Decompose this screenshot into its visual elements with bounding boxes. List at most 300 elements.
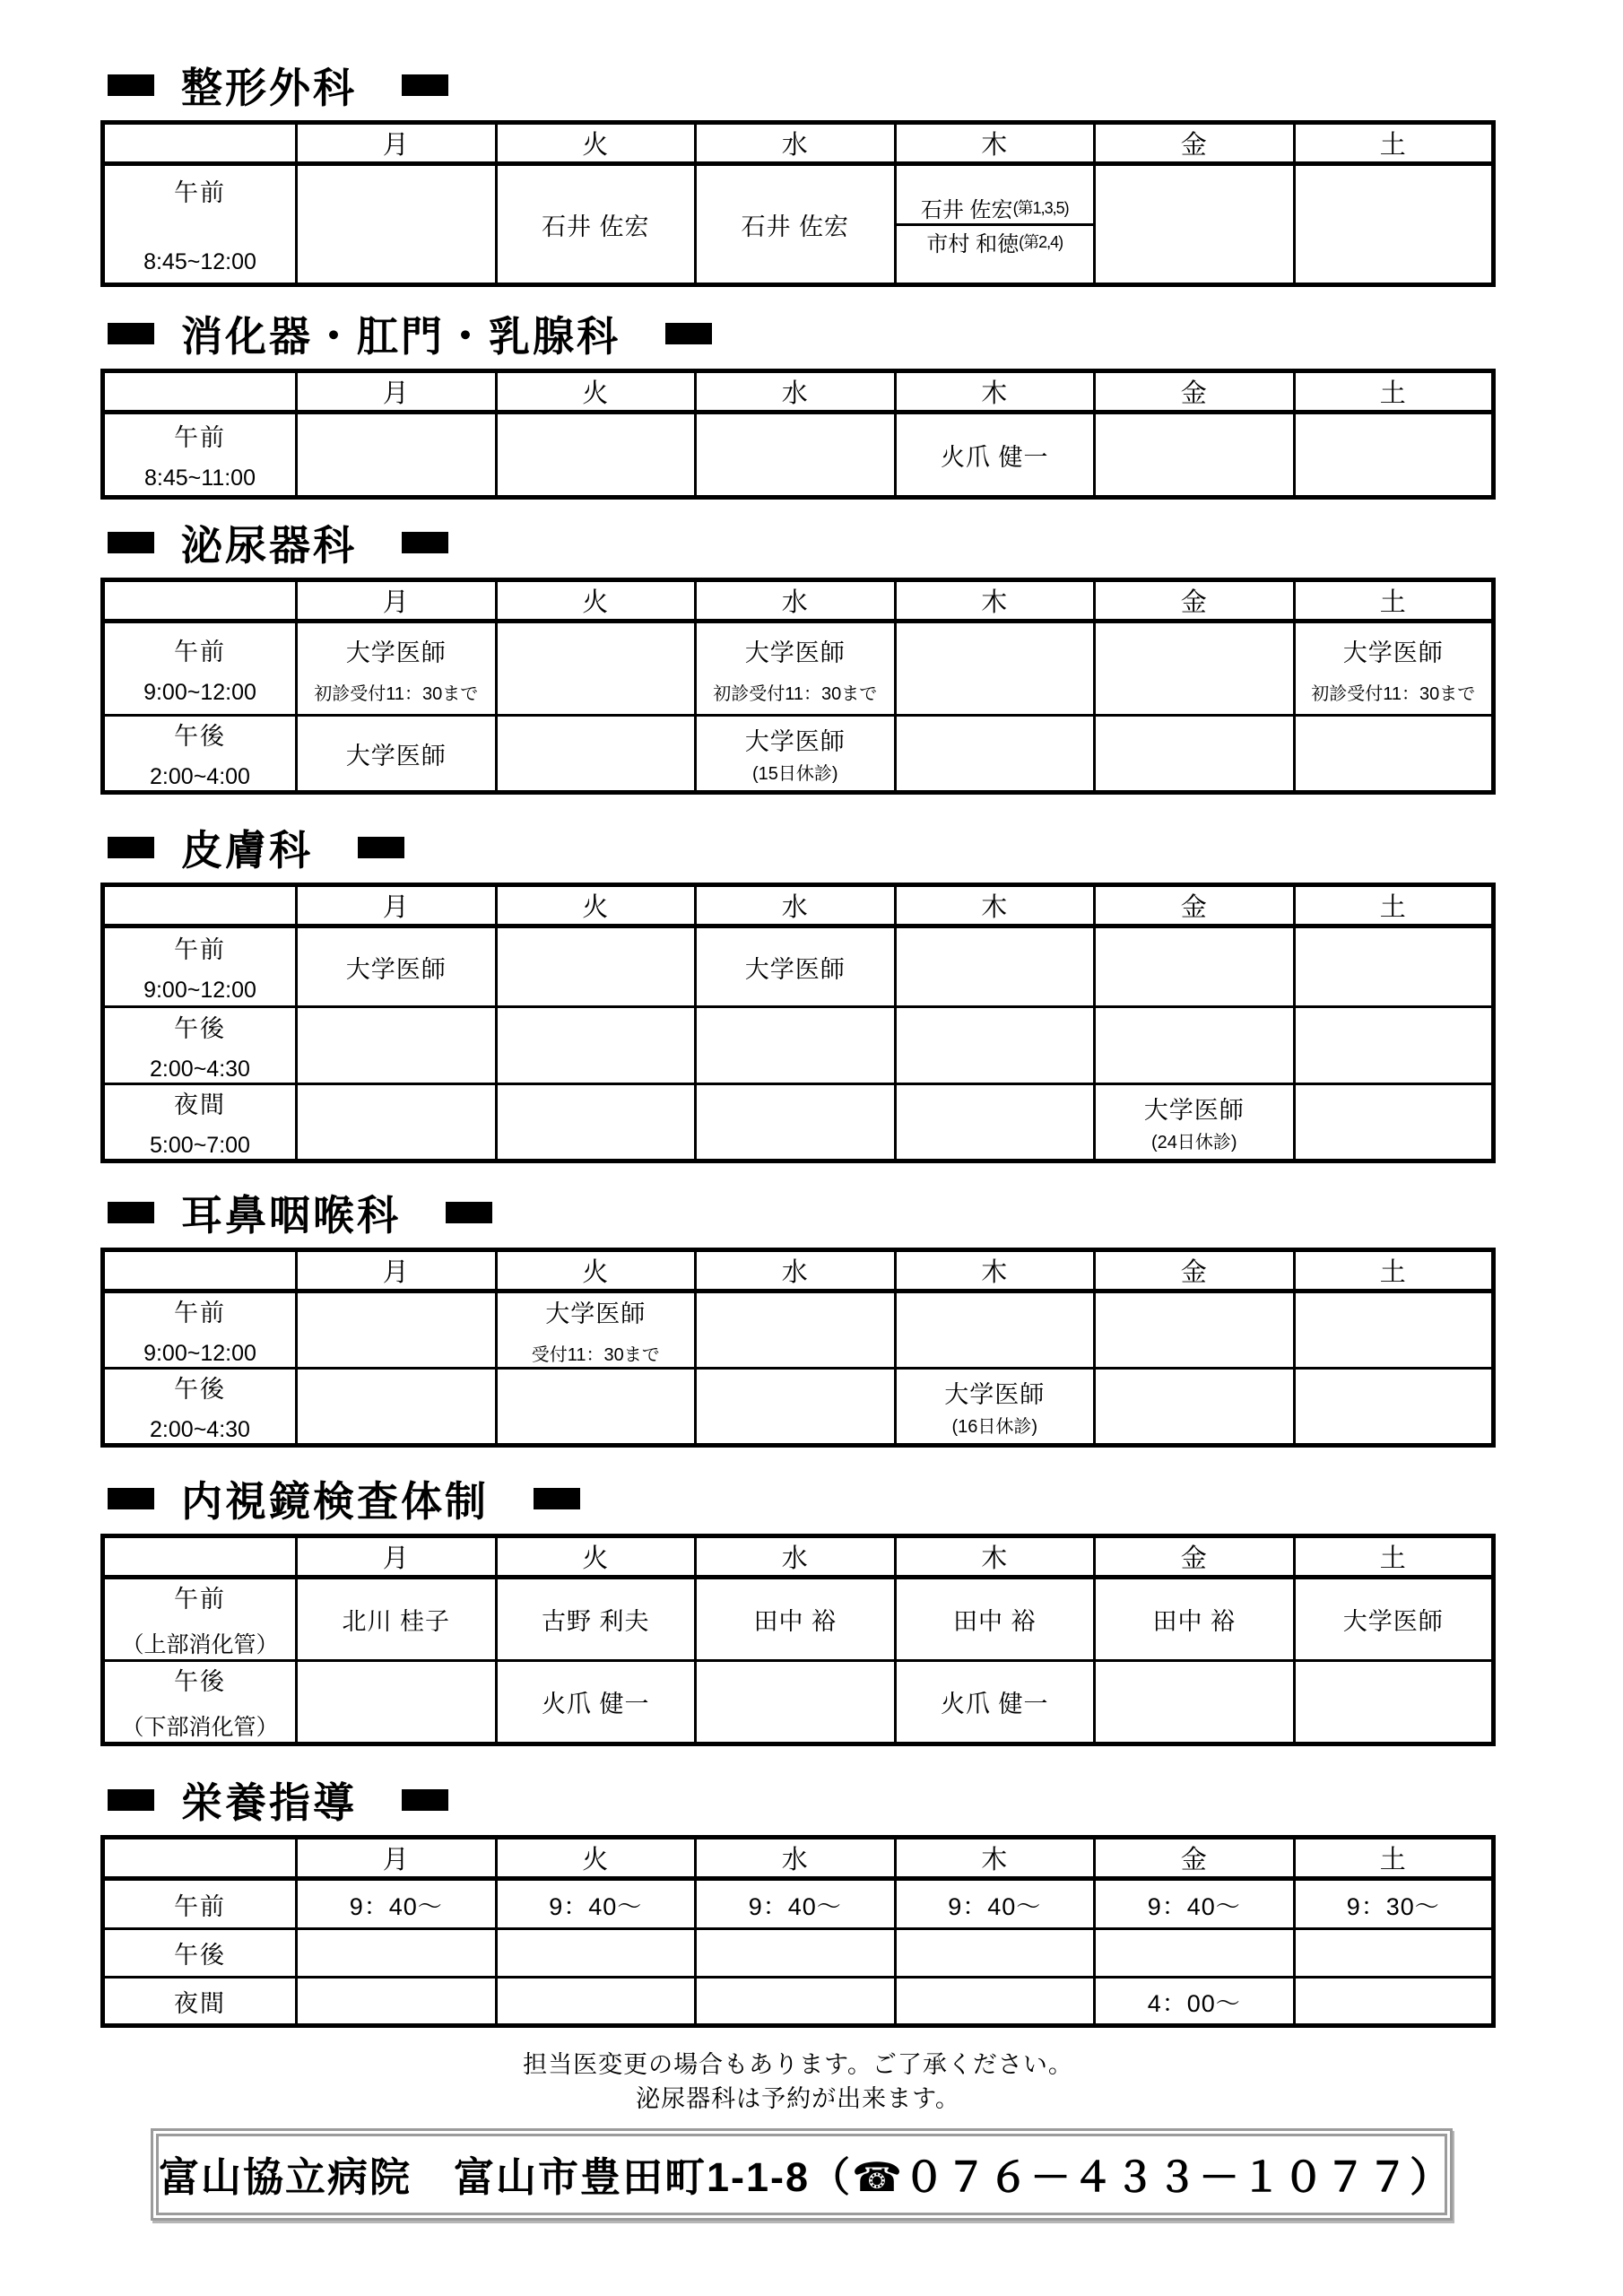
time-slot-name: 午後 [174,1668,226,1695]
schedule-cell [297,1084,497,1161]
doctor-name: 火爪 健一 [541,1691,650,1718]
schedule-table [100,120,1496,287]
time-slot-cell [103,164,297,285]
schedule-cell [1294,622,1494,716]
schedule-cell [895,1578,1095,1661]
time-slot-hours: 8:45~12:00 [143,249,256,274]
doctor-name: 9：40～ [1147,1892,1241,1920]
cell-content [697,950,894,985]
section-1 [100,59,1623,287]
table-row [103,1929,1494,1978]
section-title-text: 泌尿器科 [181,522,357,569]
section-3 [100,517,1623,795]
table-row [103,926,1494,1007]
doctor-name: 9：40～ [349,1892,443,1920]
time-slot-hours: （上部消化管） [121,1632,279,1657]
day-header: 金 [1095,580,1295,622]
schedule-cell [1294,1369,1494,1446]
time-slot-name: 午後 [174,1014,226,1042]
cell-content [1296,633,1492,705]
doctor-name: 石井 佐宏 [541,213,650,240]
day-header: 水 [696,885,896,926]
day-header-row [103,371,1494,413]
day-header: 土 [1294,1250,1494,1292]
doctor-name: 大学医師 [1143,1097,1245,1124]
day-header: 月 [297,580,497,622]
time-slot-hours: 2:00~4:00 [150,764,250,789]
doctor-name: 田中 裕 [1152,1608,1236,1635]
day-header-row [103,123,1494,164]
time-slot-name: 午前 [174,424,226,451]
schedule-cell [895,1879,1095,1929]
schedule-table [100,883,1496,1163]
cell-content [1096,1091,1293,1153]
schedule-cell [696,1661,896,1744]
day-header: 木 [895,1536,1095,1578]
section-title [100,1187,1623,1239]
time-slot-name: 午前 [174,179,226,206]
schedule-cell [895,1084,1095,1161]
schedule-cell [895,1978,1095,2026]
schedule-cell [895,413,1095,498]
day-header: 木 [895,371,1095,413]
day-header-row [103,885,1494,926]
corner-cell [103,1250,297,1292]
schedule-cell [297,926,497,1007]
time-slot-hours: 9:00~12:00 [143,978,256,1003]
cell-content [498,207,695,242]
schedule-cell [496,1578,696,1661]
cell-content [498,1602,695,1637]
schedule-cell [1294,1084,1494,1161]
split-cell [897,192,1094,257]
table-row [103,1978,1494,2026]
black-square-icon [108,532,154,553]
black-square-icon [446,1202,492,1223]
schedule-cell [496,716,696,793]
doctor-name: 田中 裕 [952,1608,1037,1635]
cell-content [1096,1887,1293,1922]
black-square-icon [534,1488,580,1509]
cell-content [697,1602,894,1637]
table-row [103,1661,1494,1744]
day-header: 水 [696,1250,896,1292]
notes [100,2048,1496,2116]
time-slot-label [105,1887,295,1922]
day-header: 火 [496,1536,696,1578]
schedule-cell [696,1978,896,2026]
schedule-cell [895,622,1095,716]
doctor-name: 大学医師 [345,639,447,666]
day-header: 水 [696,123,896,164]
schedule-cell [895,926,1095,1007]
schedule-cell [1095,1978,1295,2026]
schedule-table [100,1248,1496,1448]
time-slot-hours: 2:00~4:30 [150,1417,250,1442]
schedule-cell [1294,164,1494,285]
section-title [100,59,1623,111]
schedule-cell [1095,1292,1295,1369]
cell-content [498,1684,695,1719]
day-header: 金 [1095,1250,1295,1292]
schedule-cell [297,164,497,285]
day-header: 土 [1294,123,1494,164]
hospital-info-text: 富山協立病院 富山市豊田町1-1-8（☎０７６－４３３－１０７７） [159,2154,1453,2200]
corner-cell [103,580,297,622]
schedule-cell [895,1369,1095,1446]
reception-note: 初診受付11：30まで [314,683,479,704]
time-slot-name: 夜間 [174,1989,226,2017]
schedule-cell [1095,1007,1295,1084]
doctor-name: 大学医師 [1342,1608,1444,1635]
cell-content [298,633,495,705]
schedule-cell [895,716,1095,793]
day-header: 月 [297,1838,497,1879]
schedule-cell [1294,1007,1494,1084]
time-slot-name: 午前 [174,1892,226,1920]
schedule-cell [1294,1929,1494,1978]
schedule-cell [696,1007,896,1084]
split-cell-entry [897,192,1094,223]
schedule-cell [696,716,896,793]
day-header: 木 [895,885,1095,926]
doctor-name: 大学医師 [744,639,846,666]
day-header: 木 [895,580,1095,622]
corner-cell [103,371,297,413]
time-slot-label [105,1370,295,1443]
schedule-cell [297,1369,497,1446]
schedule-cell [1095,1929,1295,1978]
doctor-name: 大学医師 [1342,639,1444,666]
day-header: 土 [1294,371,1494,413]
schedule-cell [1294,1879,1494,1929]
schedule-cell [1095,413,1295,498]
schedule-cell [1294,1661,1494,1744]
cell-content [897,1602,1094,1637]
doctor-name: 4：00～ [1147,1989,1241,2017]
black-square-icon [358,837,404,858]
table-row [103,1007,1494,1084]
time-slot-label [105,418,295,491]
schedule-cell [696,1369,896,1446]
time-slot-label [105,1935,295,1970]
cell-content [897,438,1094,473]
day-header-row [103,1838,1494,1879]
day-header: 土 [1294,885,1494,926]
day-header: 月 [297,1536,497,1578]
time-slot-cell [103,1578,297,1661]
schedule-cell [696,926,896,1007]
time-slot-hours: 5:00~7:00 [150,1133,250,1158]
cell-content [697,1887,894,1922]
schedule-cell [1095,1369,1295,1446]
doctor-name: 市村 和徳 [926,231,1020,257]
time-slot-name: 午前 [174,1586,226,1613]
time-slot-hours: 2:00~4:30 [150,1056,250,1082]
cell-content [897,1684,1094,1719]
time-slot-name: 午後 [174,723,226,750]
split-cell-entry [897,223,1094,257]
time-slot-hours: （下部消化管） [121,1715,279,1740]
doctor-name: 石井 佐宏 [741,213,849,240]
day-header: 火 [496,580,696,622]
schedule-cell [297,1578,497,1661]
cell-content [1296,1887,1492,1922]
corner-cell [103,1536,297,1578]
hospital-info-banner [151,2128,1453,2221]
time-slot-name: 午後 [174,1376,226,1403]
cell-content [697,722,894,785]
day-header: 火 [496,885,696,926]
schedule-cell [1095,1661,1295,1744]
black-square-icon [402,1789,448,1811]
corner-cell [103,885,297,926]
reception-note: 初診受付11：30まで [713,683,878,704]
schedule-cell [895,1661,1095,1744]
day-header: 火 [496,123,696,164]
section-title-text: 内視鏡検査体制 [181,1478,489,1525]
time-slot-label [105,1662,295,1742]
doctor-name: 大学医師 [944,1381,1046,1408]
schedule-cell [696,164,896,285]
corner-cell [103,1838,297,1879]
day-header: 土 [1294,1536,1494,1578]
section-5 [100,1187,1623,1448]
closure-note: (16日休診) [951,1417,1038,1437]
schedule-cell [895,164,1095,285]
section-title [100,1774,1623,1826]
table-row [103,716,1494,793]
day-header-row [103,1250,1494,1292]
schedule-cell [1095,1879,1295,1929]
day-header: 金 [1095,885,1295,926]
cell-content [298,1602,495,1637]
day-header: 木 [895,1250,1095,1292]
schedule-cell [496,1007,696,1084]
doctor-name: 火爪 健一 [940,443,1049,471]
schedule-cell [1294,413,1494,498]
schedule-cell [297,1007,497,1084]
doctor-name: 9：40～ [948,1892,1042,1920]
schedule-cell [696,1084,896,1161]
time-slot-name: 午前 [174,936,226,963]
note-line: 泌尿器科は予約が出来ます。 [636,2085,960,2112]
schedule-cell [1095,716,1295,793]
cell-content [897,1375,1094,1438]
cell-content [1096,1602,1293,1637]
schedule-cell [297,716,497,793]
black-square-icon [108,323,154,344]
cell-content [897,1887,1094,1922]
section-title-text: 消化器・肛門・乳腺科 [181,313,621,360]
section-title [100,517,1623,569]
table-row [103,1084,1494,1161]
section-title [100,822,1623,874]
table-row [103,1369,1494,1446]
doctor-name: 古野 利夫 [541,1608,650,1635]
week-note: (第2,4) [1019,233,1063,251]
schedule-cell [1294,1978,1494,2026]
schedule-cell [496,1292,696,1369]
table-row [103,1292,1494,1369]
day-header: 月 [297,885,497,926]
day-header-row [103,580,1494,622]
time-slot-label [105,173,295,275]
schedule-cell [496,1879,696,1929]
section-title-text: 耳鼻咽喉科 [181,1192,401,1239]
black-square-icon [108,1789,154,1811]
cell-content [697,633,894,705]
schedule-cell [1095,164,1295,285]
schedule-cell [696,1879,896,1929]
schedule-cell [895,1929,1095,1978]
day-header: 火 [496,1250,696,1292]
schedule-cell [297,1879,497,1929]
schedule-cell [297,1661,497,1744]
doctor-name: 大学医師 [744,955,846,983]
day-header: 水 [696,371,896,413]
time-slot-label [105,717,295,790]
schedule-table [100,1835,1496,2028]
day-header: 火 [496,371,696,413]
doctor-name: 石井 佐宏 [920,197,1013,222]
schedule-table [100,578,1496,795]
day-header: 木 [895,123,1095,164]
doctor-name: 9：30～ [1346,1892,1440,1920]
day-header: 水 [696,1838,896,1879]
black-square-icon [108,1202,154,1223]
sections-container [100,59,1623,2028]
closure-note: (24日休診) [1150,1133,1237,1152]
day-header: 土 [1294,1838,1494,1879]
time-slot-cell [103,926,297,1007]
time-slot-cell [103,1084,297,1161]
schedule-cell [297,1978,497,2026]
table-row [103,413,1494,498]
time-slot-name: 午前 [174,1300,226,1326]
time-slot-cell [103,622,297,716]
time-slot-cell [103,1369,297,1446]
schedule-cell [496,1978,696,2026]
doctor-name: 田中 裕 [753,1608,837,1635]
day-header: 月 [297,1250,497,1292]
section-2 [100,308,1623,500]
schedule-cell [1294,716,1494,793]
time-slot-label [105,930,295,1004]
time-slot-cell [103,1292,297,1369]
schedule-cell [1294,1578,1494,1661]
time-slot-hours: 8:45~11:00 [144,465,256,491]
time-slot-hours: 9:00~12:00 [143,679,256,705]
schedule-cell [696,1292,896,1369]
schedule-cell [496,413,696,498]
section-title-text: 栄養指導 [181,1779,357,1826]
schedule-cell [496,1661,696,1744]
schedule-cell [1294,1292,1494,1369]
schedule-cell [297,1292,497,1369]
day-header: 金 [1095,1536,1295,1578]
cell-content [498,1294,695,1366]
cell-content [298,1887,495,1922]
doctor-name: 9：40～ [748,1892,842,1920]
doctor-name: 大学医師 [345,742,447,770]
cell-content [1096,1984,1293,2019]
section-4 [100,822,1623,1163]
time-slot-hours: 9:00~12:00 [143,1341,256,1366]
schedule-cell [496,622,696,716]
week-note: (第1,3,5) [1012,199,1069,217]
schedule-cell [1095,1084,1295,1161]
time-slot-cell [103,1978,297,2026]
black-square-icon [108,837,154,858]
schedule-cell [696,1578,896,1661]
schedule-cell [297,1929,497,1978]
day-header: 土 [1294,580,1494,622]
note-line: 担当医変更の場合もあります。ご了承ください。 [523,2051,1073,2078]
schedule-cell [496,1929,696,1978]
time-slot-label [105,1293,295,1367]
table-row [103,622,1494,716]
time-slot-label [105,1579,295,1659]
day-header: 火 [496,1838,696,1879]
time-slot-label [105,1984,295,2019]
schedule-cell [496,1084,696,1161]
schedule-cell [1095,1578,1295,1661]
schedule-cell [297,413,497,498]
table-row [103,1578,1494,1661]
time-slot-cell [103,716,297,793]
time-slot-label [105,632,295,706]
schedule-cell [696,622,896,716]
day-header: 月 [297,123,497,164]
time-slot-cell [103,1007,297,1084]
schedule-cell [696,1929,896,1978]
schedule-cell [496,164,696,285]
cell-content [1296,1602,1492,1637]
schedule-cell [895,1007,1095,1084]
day-header: 金 [1095,371,1295,413]
section-title-text: 皮膚科 [181,827,313,874]
time-slot-cell [103,1661,297,1744]
schedule-cell [496,1369,696,1446]
schedule-cell [1095,622,1295,716]
table-row [103,1879,1494,1929]
schedule-table [100,369,1496,500]
cell-content [298,736,495,771]
section-7 [100,1774,1623,2028]
day-header-row [103,1536,1494,1578]
time-slot-name: 午後 [174,1942,226,1969]
section-title [100,308,1623,360]
table-row [103,164,1494,285]
time-slot-name: 午前 [174,638,226,665]
section-6 [100,1473,1623,1746]
corner-cell [103,123,297,164]
time-slot-name: 夜間 [174,1091,226,1118]
schedule-cell [1294,926,1494,1007]
time-slot-label [105,1085,295,1159]
schedule-cell [1095,926,1295,1007]
closure-note: (15日休診) [751,764,838,784]
black-square-icon [402,532,448,553]
cell-content [298,950,495,985]
cell-content [697,207,894,242]
time-slot-label [105,1009,295,1083]
section-title [100,1473,1623,1525]
black-square-icon [402,74,448,96]
time-slot-cell [103,1929,297,1978]
black-square-icon [108,74,154,96]
